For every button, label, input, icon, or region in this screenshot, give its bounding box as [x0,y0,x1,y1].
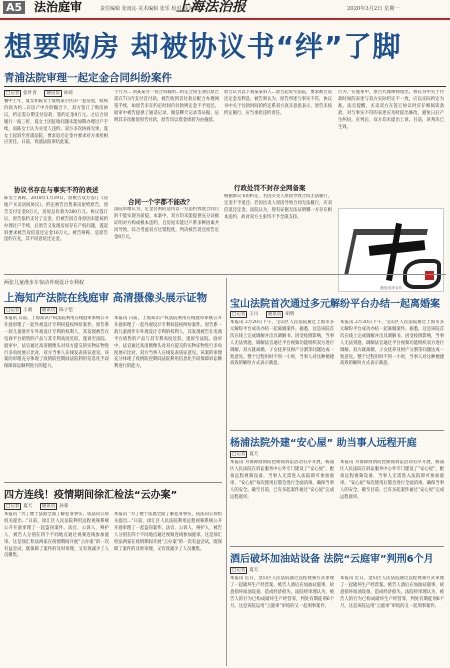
story-headline-ipr: 上海知产法院在线庭审 高清摄像头展示证物 [4,292,208,304]
divider [230,430,444,431]
story-body-baoshan-2: 本报讯 2月20日下午，宝山区人民法院通过上海市多元解纷平台成功办结一起离婚案件。据悉，这是该院首次在线上完成调解并出具调解书。因受疫情影响，当事人无法到庭，调解法官通过平台视频功能组织双方进行调解，双方就离婚、子女抚养及财产分割等问题达成一致意见。整个过程用时不到一小时，当事人对这种便捷高效的解纷方式表示满意。 [340,320,444,367]
story-headline-baoshan: 宝山法院首次通过多元解纷平台办结一起离婚案 [230,299,440,310]
story-byline: □记者 夏天 [232,452,259,457]
divider [230,546,444,547]
divider [4,86,446,87]
divider [4,274,446,275]
lead-col-1: 餐中上年，夏女和陈女士欲购某小区的一套房屋，收购价款为约...在房产中介的撮合下，双方签订了购房协议，约定需分期支付房款，签约定金8万元。之后合同履行一波三折，夏女士因征收问题未能如期办理过户手续，而陈女士认为买受人违约。双方多次协商无果，夏女士起诉至青浦法院，要求返还定金并要求对方承担相应责任。日前，青浦法院审结此案。 [4,99,108,146]
story-body-baoshan-1: 本报讯 2月20日下午，宝山区人民法院通过上海市多元解纷平台成功办结一起离婚案件。据悉，这是该院首次在线上完成调解并出具调解书。因受疫情影响，当事人无法到庭，调解法官通过平台视频功能组织双方进行调解，双方就离婚、子女抚养及财产分割等问题达成一致意见。整个过程用时不到一小时，当事人对这种便捷高效的解纷方式表示满意。 [230,320,334,367]
red-seal-icon [425,271,434,280]
lead-headline: 想要购房 却被协议书“绊”了脚 [4,30,402,63]
story-headline-jinshan: 酒后破坏加油站设备 法院“云庭审”判刑6个月 [230,554,434,565]
lead-subheadline: 青浦法院审理一起定金合同纠纷案件 [4,72,172,84]
page-header [0,0,450,20]
lead-col-2b: 法院审理认为，定金罚则的适用以一方违约致使合同目的不能实现为前提。本案中，双方均未能提供充分证据证明对方构成根本违约，且房屋未能过户系多种因素共同导致。综合考虑双方过错程度，判决被告返还原告定金8万元。 [114,207,219,240]
story-byline: □记者 夏天 [232,568,259,573]
story-byline: □记者 王葳 通讯员 陈子恺 [6,308,73,313]
story-body-ipr-2: 本报讯 日前，上海知识产权法院利用在线庭审系统公开开庭审理了一起外观设计专利权侵权纠纷案件。原告系一款儿童滑步车外观设计专利的权利人，其发现被告在电商平台销售的产品与其专利高度近似，遂诉至法院。庭审中，法官通过高清摄像头对双方提交的实物证物进行多角度展示比对，双方当事人在线发表质证意见。该案的审理充分体现了疫情防控期间法院利用信息化手段保障诉讼顺利进行的能力。 [114,316,222,370]
lead-col-4: 行为。”在庭审中，原告代理律师指出，协议书中关于付款时间的表述与双方实际约定不一致，应以实际约定为准。法官提醒，买卖双方在签订协议时应仔细阅读条款，对与事实不符的表述应及时提出修改，避免日后产生纠纷。宣判后，双方均未提出上诉。目前，该判决已生效。 [338,90,444,130]
lead-col-1b: 陈女士诉称，2018年1月19日，原被告双方签订《房地产买卖居间协议》，约定被告出售某房屋给原告，原告支付定金8万元，房屋总价款为280万元。协议签订后，原告依约支付了定金，但被告因自身原因未能按约办理过户手续，后原告又发现房屋存在产权问题，遂起诉要求被告双倍返还定金16万元。被告辩称，是原告违约在先，其不同意返还定金。 [4,196,108,243]
photo-caption: 漫画/庭审宣传 [379,286,403,290]
lead-section-3: 行政处罚不封存全网备案 [234,184,306,192]
masthead-logo: 上海法治报 [176,0,246,15]
illustration-image [338,208,444,292]
story-headline-xuhui: 四方连线！疫情期间徐汇检法“云办案” [4,490,178,501]
lead-col-2: 个月为... 刘某某另一份合同载明...约定合同生效后原告需在7日内支付首付款，被告收到首付款后配合办理网签手续，如原告未在约定时间内付款则定金不予退还。庭审中被告提供了通话记录、微信聊天记录等证据，证明其多次催促原告付款，原告均以资金周转为由拖延。 [114,90,219,123]
story-body-jinshan-1: 本报讯 近日，金山区人民法院通过远程视频方式审理了一起破坏生产经营案。被告人酒后在加油站滋事，故意损坏加油设备，造成经济损失。法院经审理认为，被告人的行为已构成破坏生产经营罪，判处有期徒刑6个月。这是该院运用“云庭审”审结的又一起刑事案件。 [230,576,334,609]
story-body-yangpu-2: 本报讯 为保障疫情防控期间诉讼活动有序开展，杨浦区人民法院在诉讼服务中心外专门建设了“安心屋”，配备远程视频设备，当事人无需进入法院即可参加庭审。“安心屋”每次使用后都会进行全面消毒，确保当事人的安全。截至目前，已有多起案件通过“安心屋”完成远程庭审。 [340,460,444,500]
lead-col-3b: 根据协议书的约定，若因买受人原因导致合同无法履行，定金不予退还；若因出卖人原因导致合同无法履行，应双倍返还定金。法院认为，现有证据无法证明哪一方存在根本违约，故对双方主张均不予全部支持。 [224,194,332,220]
lead-col-3: 原告认为以下刘某某诉人...原告起诉至法院，要求被告返还定金及利息。被告则认为，原告所述与事实不符，协议书中关于付款时间的约定系双方真实意思表示，原告未按约定履行，应当承担违约责任。 [224,90,332,116]
divider [4,482,222,483]
story-byline: □记者 王川 通讯员 胡明 [232,312,295,317]
lead-byline: □记者 张叶青 通讯员 孙靖 [6,91,73,96]
story-body-jinshan-2: 本报讯 近日，金山区人民法院通过远程视频方式审理了一起破坏生产经营案。被告人酒后在加油站滋事，故意损坏加油设备，造成经济损失。法院经审理认为，被告人的行为已构成破坏生产经营罪，判处有期徒刑6个月。这是该院运用“云庭审”审结的又一起刑事案件。 [340,576,444,609]
story-body-xuhui-1: 本报讯 “为了便于法庭全面了解犯罪事实，依法向公诉机关提出...”日前，徐汇区人民法院利用远程视频系统公开开庭审理了一起盗窃案件。法官、公诉人、辩护人、被告人分别在四个不同地点通过视频连线参加庭审。这是徐汇检法两家在疫情期间开展“云办案”的一次有益尝试，既保障了案件的及时审理，又有效减少了人员聚集。 [4,512,109,559]
story-body-xuhui-2: 本报讯 “为了便于法庭全面了解犯罪事实，依法向公诉机关提出...”日前，徐汇区人民法院利用远程视频系统公开开庭审理了一起盗窃案件。法官、公诉人、辩护人、被告人分别在四个不同地点通过视频连线参加庭审。这是徐汇检法两家在疫情期间开展“云办案”的一次有益尝试，既保障了案件的及时审理，又有效减少了人员聚集。 [114,512,222,552]
page-number: A5 [3,1,25,14]
story-body-ipr-1: 本报讯 日前，上海知识产权法院利用在线庭审系统公开开庭审理了一起外观设计专利权侵权纠纷案件。原告系一款儿童滑步车外观设计专利的权利人，其发现被告在电商平台销售的产品与其专利高度近似，遂诉至法院。庭审中，法官通过高清摄像头对双方提交的实物证物进行多角度展示比对，双方当事人在线发表质证意见。该案的审理充分体现了疫情防控期间法院利用信息化手段保障诉讼顺利进行的能力。 [4,316,109,370]
editors-line: 责任编辑 张雨沁 美术编辑 张乐 校对 钱光明 [100,6,198,12]
column-divider [226,278,227,666]
issue-date: 2020年3月2日 星期一 [347,6,400,12]
story-body-yangpu-1: 本报讯 为保障疫情防控期间诉讼活动有序开展，杨浦区人民法院在诉讼服务中心外专门建设了“安心屋”，配备远程视频设备，当事人无需进入法院即可参加庭审。“安心屋”每次使用后都会进行全面消毒，确保当事人的安全。截至目前，已有多起案件通过“安心屋”完成远程庭审。 [230,460,334,500]
section-title: 法治庭审 [34,0,83,14]
story-kicker: 两张儿童滑步车惊动外观设计专利权 [4,280,85,286]
story-byline: □记者 夏天 通讯员 孙睿 [6,504,69,509]
lead-section-1: 协议书存在与事实不符的表述 [14,186,99,194]
lead-section-2: 合同一个字都不能改？ [128,198,193,206]
story-headline-yangpu: 杨浦法院外建“安心屋” 助当事人远程开庭 [230,438,417,449]
